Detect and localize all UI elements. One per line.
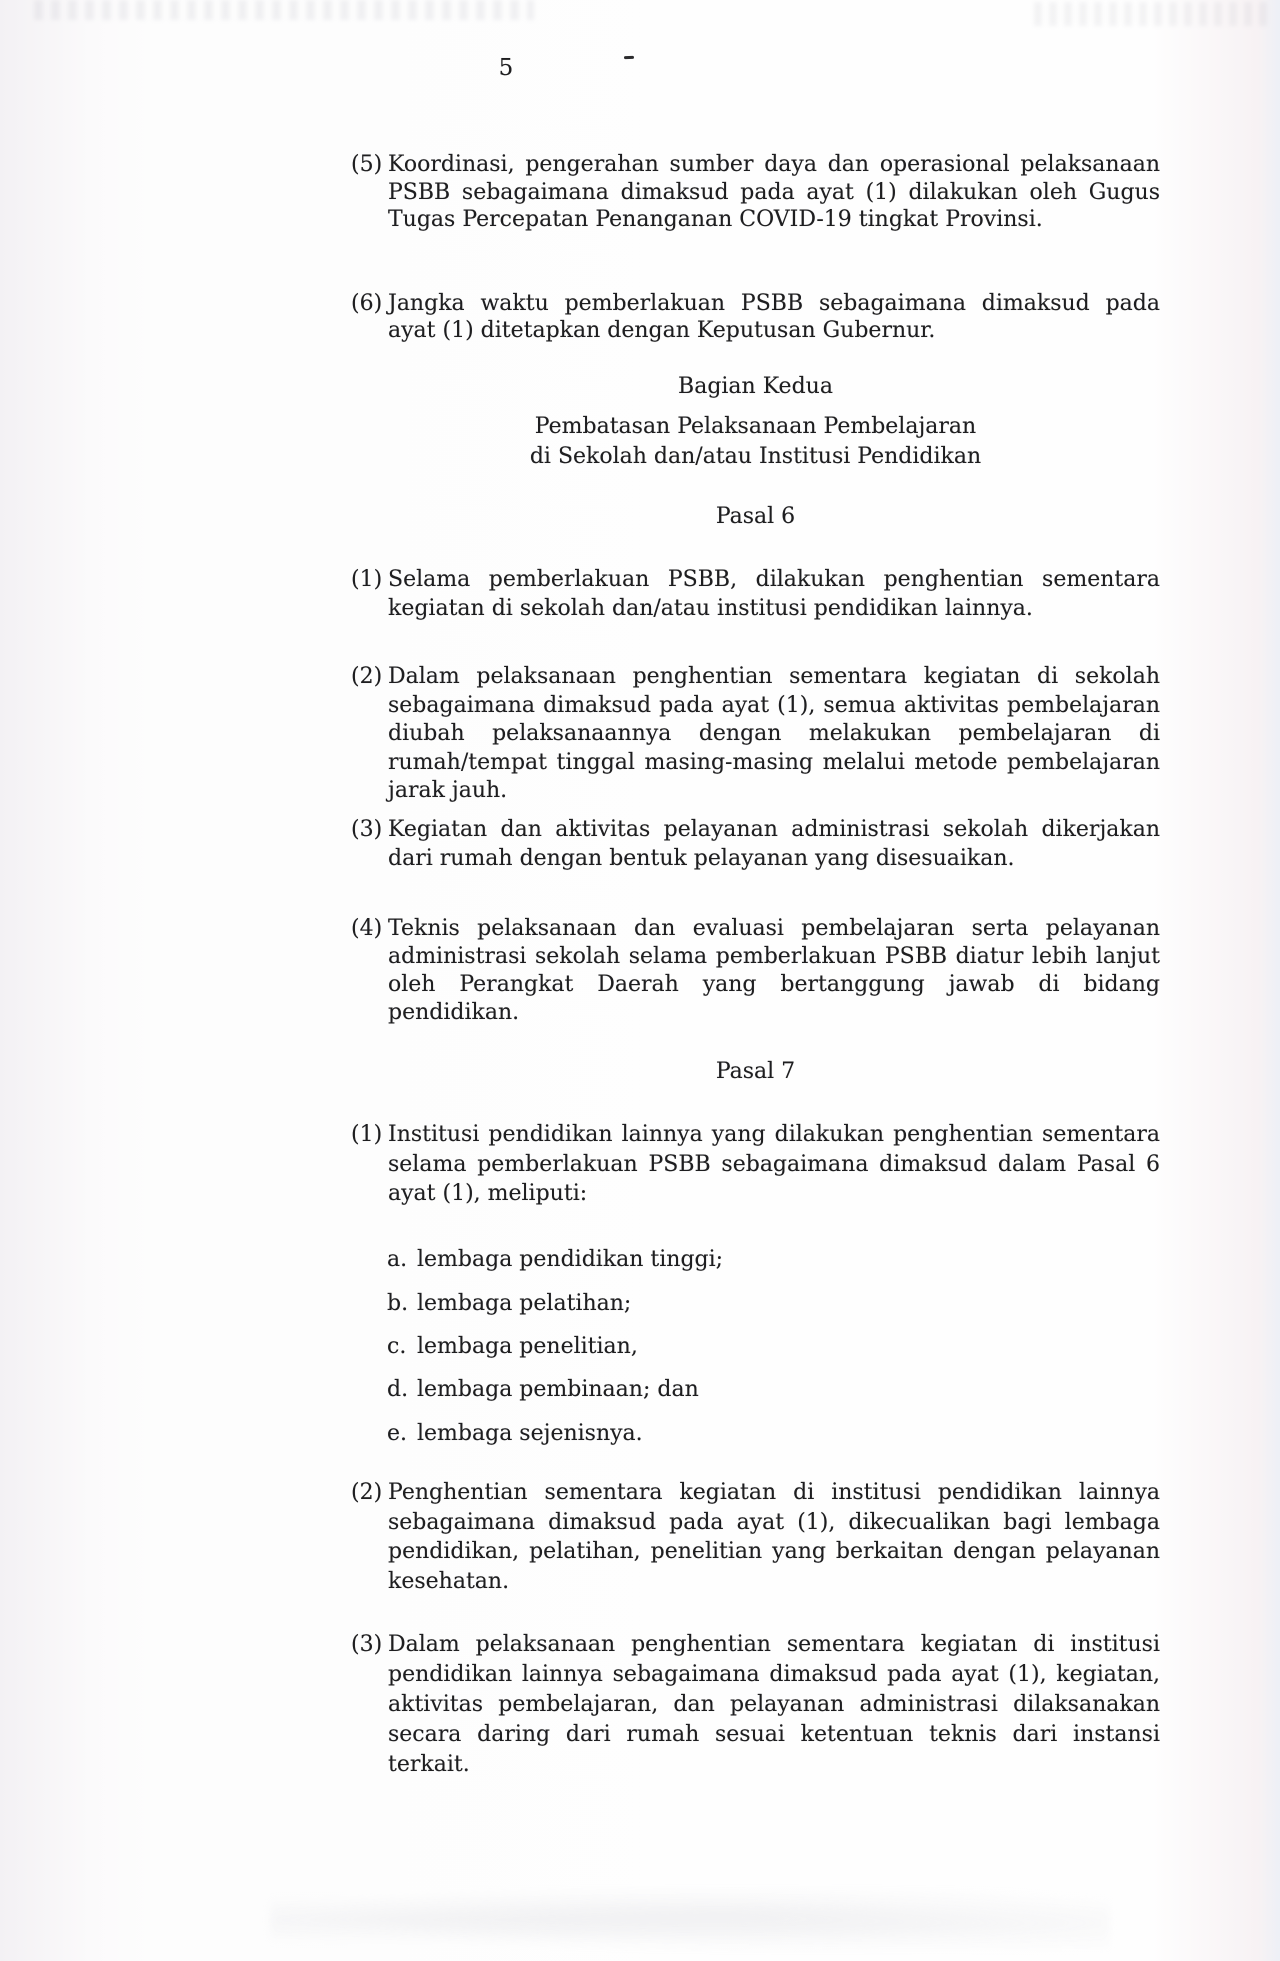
pasal7-ayat-3-text: Dalam pelaksanaan penghentian sementara kegiatan di institusi pendidikan lainnya sebagaimana dimaksud pada ayat (1), kegiatan, aktivitas pembelajaran, dan pelayanan administrasi dilaksanakan secara daring dari rumah sesuai ketentuan teknis dari instansi terkait. bbox=[388, 1632, 1160, 1777]
pasal6-ayat-1-marker: (1) bbox=[351, 567, 383, 592]
pasal6-ayat-4-text: Teknis pelaksanaan dan evaluasi pembelajaran serta pelayanan administrasi sekolah selama pemberlakuan PSBB diatur lebih lanjut oleh Perangkat Daerah yang bertanggung jawab di bidang pendidikan. bbox=[388, 916, 1160, 1025]
pasal7-huruf-e bbox=[387, 1420, 1160, 1448]
pasal7-huruf-c bbox=[387, 1333, 1160, 1361]
page-number: 5 bbox=[498, 55, 514, 81]
pasal6-ayat-1-text: Selama pemberlakuan PSBB, dilakukan penghentian sementara kegiatan di sekolah dan/atau institusi pendidikan lainnya. bbox=[388, 567, 1160, 621]
pasal7-ayat-1-marker: (1) bbox=[351, 1122, 383, 1147]
pasal7-huruf-b-text: lembaga pelatihan; bbox=[417, 1291, 632, 1316]
pasal6-ayat-2 bbox=[351, 663, 1160, 806]
scan-bleedthrough-bottom bbox=[270, 1890, 1110, 1950]
pasal7-ayat-2-text: Penghentian sementara kegiatan di institusi pendidikan lainnya sebagaimana dimaksud pada ayat (1), dikecualikan bagi lembaga pendidikan, pelatihan, penelitian yang berkaitan dengan pelayanan kesehatan. bbox=[388, 1480, 1160, 1594]
ayat-5-text: Koordinasi, pengerahan sumber daya dan operasional pelaksanaan PSBB sebagaimana dimaksud pada ayat (1) dilakukan oleh Gugus Tugas Percepatan Penanganan COVID-19 tingkat Provinsi. bbox=[388, 152, 1160, 232]
pasal6-ayat-2-text: Dalam pelaksanaan penghentian sementara kegiatan di sekolah sebagaimana dimaksud pada ayat (1), semua aktivitas pembelajaran diubah pelaksanaannya dengan melakukan pembelajaran di rumah/tempat tinggal masing-masing melalui metode pembelajaran jarak jauh. bbox=[388, 664, 1160, 803]
pasal7-ayat-3-marker: (3) bbox=[351, 1632, 383, 1657]
pasal7-ayat-1-text: Institusi pendidikan lainnya yang dilakukan penghentian sementara selama pemberlakuan PSBB sebagaimana dimaksud dalam Pasal 6 ayat (1), meliputi: bbox=[388, 1122, 1160, 1206]
pasal6-ayat-2-marker: (2) bbox=[351, 664, 383, 689]
pasal7-huruf-d-marker: d. bbox=[387, 1377, 409, 1402]
pasal6-ayat-4 bbox=[351, 915, 1160, 1027]
pasal7-ayat-2-marker: (2) bbox=[351, 1480, 383, 1505]
pasal-6-heading: Pasal 6 bbox=[715, 504, 796, 529]
pasal6-ayat-3-text: Kegiatan dan aktivitas pelayanan administrasi sekolah dikerjakan dari rumah dengan bentuk pelayanan yang disesuaikan. bbox=[388, 817, 1160, 871]
pasal7-huruf-a-text: lembaga pendidikan tinggi; bbox=[417, 1247, 724, 1272]
ayat-6-marker: (6) bbox=[351, 291, 383, 316]
pasal6-ayat-3 bbox=[351, 816, 1160, 873]
pasal7-huruf-a-marker: a. bbox=[387, 1247, 408, 1272]
pasal7-huruf-d bbox=[387, 1376, 1160, 1404]
section-subtitle-line1: Pembatasan Pelaksanaan Pembelajaran bbox=[534, 414, 977, 439]
pasal7-ayat-3 bbox=[351, 1630, 1160, 1780]
scan-bleedthrough-top-left bbox=[34, 0, 534, 20]
pasal6-ayat-4-marker: (4) bbox=[351, 916, 383, 941]
pasal6-ayat-3-marker: (3) bbox=[351, 817, 383, 842]
ayat-6-text: Jangka waktu pemberlakuan PSBB sebagaimana dimaksud pada ayat (1) ditetapkan dengan Keputusan Gubernur. bbox=[388, 291, 1160, 343]
pasal7-huruf-b-marker: b. bbox=[387, 1291, 409, 1316]
pasal7-huruf-e-text: lembaga sejenisnya. bbox=[417, 1421, 643, 1446]
pasal7-huruf-c-text: lembaga penelitian, bbox=[417, 1334, 638, 1359]
pasal7-ayat-2 bbox=[351, 1478, 1160, 1596]
pasal-7-heading: Pasal 7 bbox=[715, 1059, 796, 1084]
pasal6-ayat-1 bbox=[351, 566, 1160, 623]
ayat-6 bbox=[351, 290, 1160, 344]
scan-bleedthrough-top-right bbox=[1034, 2, 1274, 26]
section-heading: Bagian Kedua bbox=[678, 374, 833, 399]
ayat-5-marker: (5) bbox=[351, 152, 383, 177]
pasal7-huruf-b bbox=[387, 1290, 1160, 1318]
pasal7-ayat-1 bbox=[351, 1120, 1160, 1209]
ayat-5 bbox=[351, 151, 1160, 234]
pasal7-huruf-a bbox=[387, 1246, 1160, 1274]
pasal7-huruf-d-text: lembaga pembinaan; dan bbox=[417, 1377, 699, 1402]
pasal7-huruf-c-marker: c. bbox=[387, 1334, 407, 1359]
section-subtitle-line2: di Sekolah dan/atau Institusi Pendidikan bbox=[529, 444, 982, 469]
pasal7-huruf-e-marker: e. bbox=[387, 1421, 408, 1446]
